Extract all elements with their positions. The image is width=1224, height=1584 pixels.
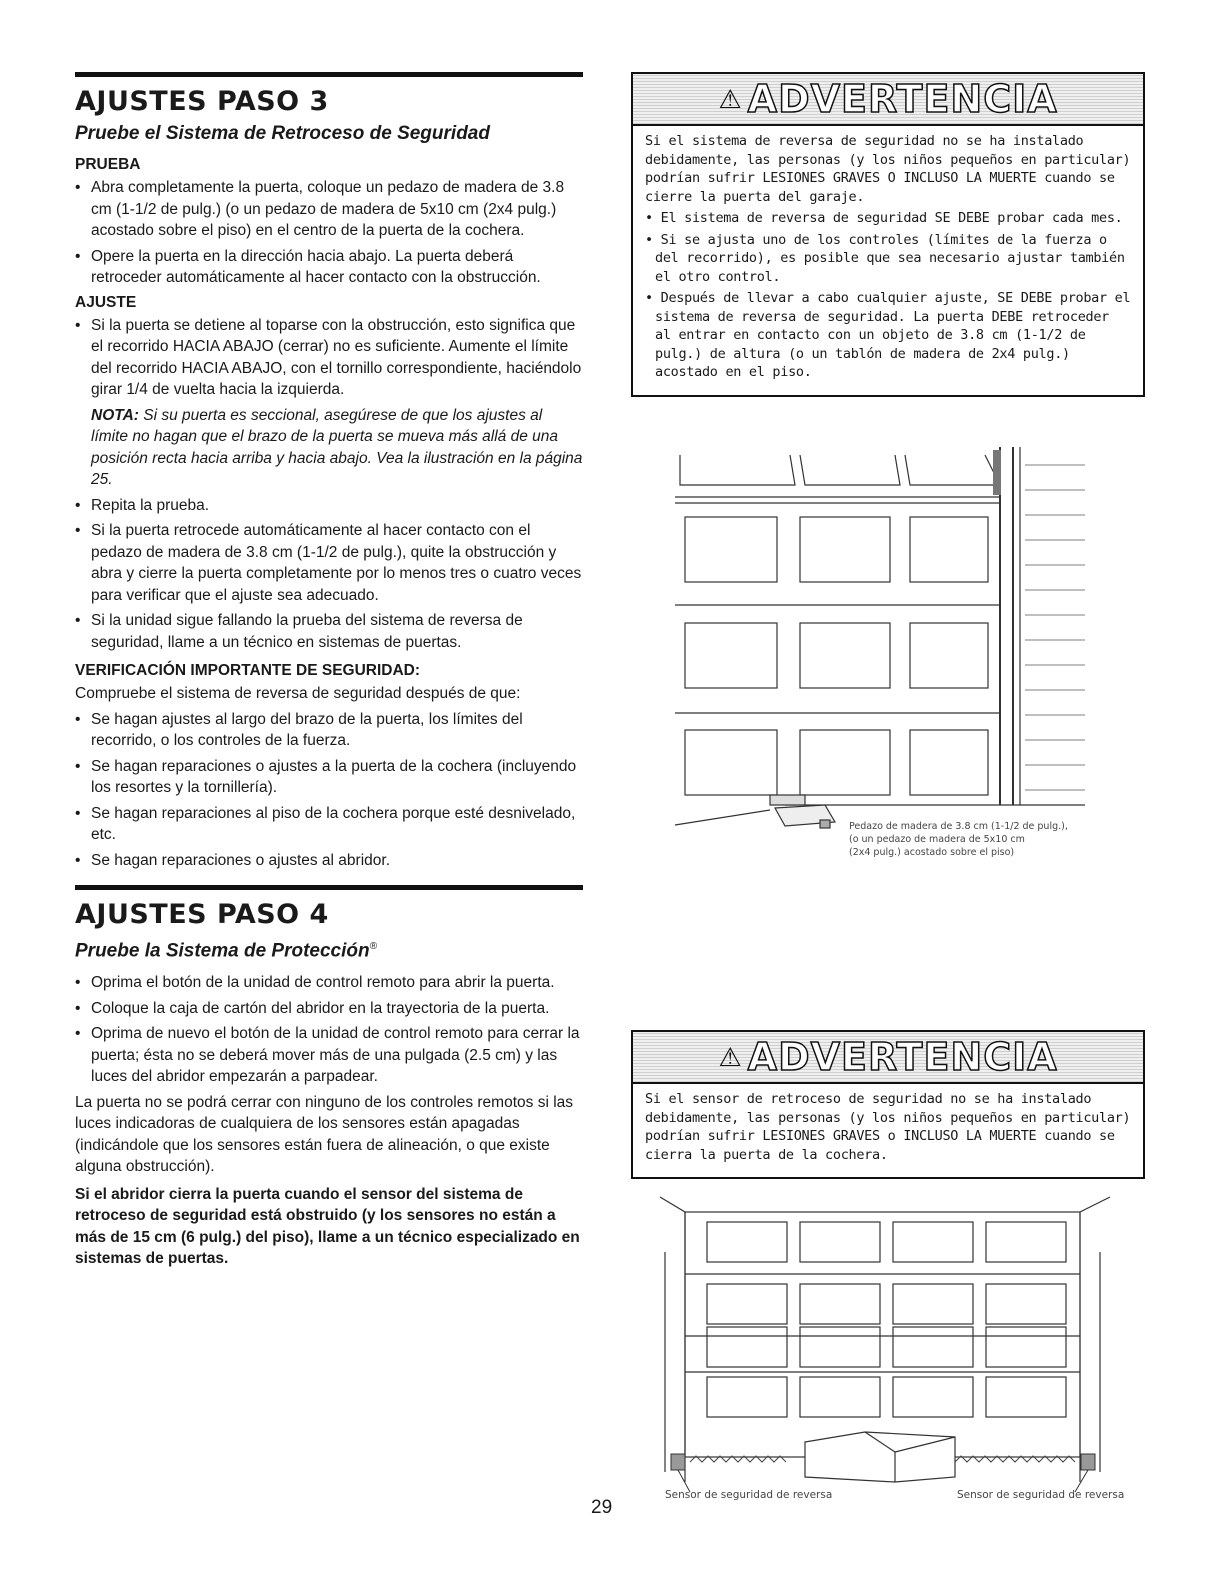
warning-word: ADVERTENCIA bbox=[747, 1035, 1058, 1079]
registered-mark: ® bbox=[369, 941, 377, 952]
step4-rule bbox=[75, 885, 583, 890]
warning-banner-1 bbox=[633, 74, 1143, 126]
step4-item: • Coloque la caja de cartón del abridor en la trayectoria de la puerta. bbox=[75, 998, 583, 1020]
step4-paragraph: La puerta no se podrá cerrar con ninguno de los controles remotos si las luces indicadoras de cualquiera de los sensores están apagadas (indicándole que los sensores están fuera de alineación, o que existe alguna obstrucción). bbox=[75, 1093, 574, 1176]
sensor-label-left: Sensor de seguridad de reversa bbox=[665, 1489, 833, 1501]
step4-title: AJUSTES PASO 4 bbox=[75, 899, 329, 930]
warning-triangle-icon: ⚠ bbox=[718, 1041, 742, 1072]
ajuste-list-continued bbox=[75, 495, 583, 654]
sensor-label-right: Sensor de seguridad de reversa bbox=[957, 1489, 1125, 1501]
left-column bbox=[75, 72, 583, 1270]
caption-line: Pedazo de madera de 3.8 cm (1-1/2 de pulg.), bbox=[849, 821, 1068, 832]
warning-body-2 bbox=[633, 1084, 1143, 1177]
verificacion-list bbox=[75, 709, 583, 872]
step3-rule bbox=[75, 72, 583, 77]
ajuste-item: • Si la puerta retrocede automáticamente al hacer contacto con el pedazo de madera de 3.8 cm (1-1/2 de pulg.), quite la obstrucción y abra y cierre la puerta completamente por lo menos tres o cuatro veces para verificar que el ajuste sea adecuado. bbox=[75, 520, 583, 606]
caption-line: (2x4 pulg.) acostado sobre el piso) bbox=[849, 847, 1015, 858]
sensor-right bbox=[1081, 1454, 1095, 1470]
warning-bullet: • El sistema de reversa de seguridad SE DEBE probar cada mes. bbox=[645, 210, 1123, 226]
warning-intro: Si el sistema de reversa de seguridad no se ha instalado debidamente, las personas (y los niños pequeños en particular) podrían sufrir LESIONES GRAVES O INCLUSO LA MUERTE cuando se cierre la puerta del garaje. bbox=[645, 133, 1131, 205]
verificacion-item: • Se hagan reparaciones al piso de la cochera porque esté desnivelado, etc. bbox=[75, 803, 583, 846]
caption-line: (o un pedazo de madera de 5x10 cm bbox=[849, 834, 1025, 845]
warning-body-1 bbox=[633, 126, 1143, 395]
prueba-item: • Abra completamente la puerta, coloque un pedazo de madera de 3.8 cm (1-1/2 de pulg.) (o un pedazo de madera de 5x10 cm (2x4 pulg.) acostado sobre el piso) en el centro de la puerta de la cochera. bbox=[75, 177, 583, 242]
prueba-item: • Opere la puerta en la dirección hacia abajo. La puerta deberá retroceder automáticamente al hacer contacto con la obstrucción. bbox=[75, 246, 583, 289]
warning-triangle-icon: ⚠ bbox=[718, 83, 742, 114]
page-number: 29 bbox=[591, 1497, 613, 1518]
verificacion-item: • Se hagan ajustes al largo del brazo de la puerta, los límites del recorrido, o los controles de la fuerza. bbox=[75, 709, 583, 752]
prueba-heading: PRUEBA bbox=[75, 156, 141, 173]
prueba-list bbox=[75, 177, 583, 289]
nota-text: Si su puerta es seccional, asegúrese de que los ajustes al límite no hagan que el brazo de la puerta se mueva más allá de una posición recta hacia arriba y hacia abajo. Vea la ilustración en la página 25. bbox=[91, 406, 583, 488]
nota-label: NOTA: bbox=[91, 406, 139, 424]
warning-word: ADVERTENCIA bbox=[747, 77, 1058, 121]
ajuste-item: • Repita la prueba. bbox=[75, 495, 583, 517]
door-track bbox=[993, 450, 1001, 495]
warning-bullet: • Si se ajusta uno de los controles (límites de la fuerza o del recorrido), es posible que sea necesario ajustar también el otro control. bbox=[645, 231, 1125, 285]
verificacion-item: • Se hagan reparaciones o ajustes a la puerta de la cochera (incluyendo los resortes y la tornillería). bbox=[75, 756, 583, 799]
step3-subtitle: Pruebe el Sistema de Retroceso de Seguridad bbox=[75, 123, 490, 144]
garage-door-sensor-figure bbox=[655, 1192, 1115, 1492]
step4-item: • Oprima el botón de la unidad de control remoto para abrir la puerta. bbox=[75, 972, 583, 994]
warning-banner-2 bbox=[633, 1032, 1143, 1084]
warning-bullet: • Después de llevar a cabo cualquier ajuste, SE DEBE probar el sistema de reversa de seguridad. La puerta DEBE retroceder al entrar en contacto con un objeto de 3.8 cm (1-1/2 de pulg.) de altura (o un tablón de madera de 2x4 pulg.) acostado en el piso. bbox=[645, 290, 1131, 380]
step4-item: • Oprima de nuevo el botón de la unidad de control remoto para cerrar la puerta; ésta no se deberá mover más de una pulgada (2.5 cm) y las luces del abridor empezarán a parpadear. bbox=[75, 1023, 583, 1088]
ajuste-item: • Si la puerta se detiene al toparse con la obstrucción, esto significa que el recorrido HACIA ABAJO (cerrar) no es suficiente. Aumente el límite del recorrido HACIA ABAJO, con el tornillo correspondiente, haciéndolo girar 1/4 de vuelta hacia la izquierda. bbox=[75, 315, 583, 401]
warning-box-2 bbox=[631, 1030, 1145, 1179]
nota bbox=[75, 405, 583, 491]
sensor-left bbox=[671, 1454, 685, 1470]
ajuste-item: • Si la unidad sigue fallando la prueba del sistema de reversa de seguridad, llame a un técnico en sistemas de puertas. bbox=[75, 610, 583, 653]
ajuste-heading: AJUSTE bbox=[75, 293, 137, 311]
step4-subtitle-text: Pruebe la Sistema de Protección bbox=[75, 940, 370, 962]
garage-door-wood-figure bbox=[655, 435, 1095, 805]
verificacion-heading: VERIFICACIÓN IMPORTANTE DE SEGURIDAD: bbox=[75, 662, 421, 679]
step4-subtitle bbox=[75, 936, 583, 962]
verificacion-item: • Se hagan reparaciones o ajustes al abridor. bbox=[75, 850, 583, 872]
verificacion-intro: Compruebe el sistema de reversa de seguridad después de que: bbox=[75, 685, 521, 702]
ajuste-list bbox=[75, 315, 583, 401]
warning-intro: Si el sensor de retroceso de seguridad no se ha instalado debidamente, las personas (y los niños pequeños en particular) podrían sufrir LESIONES GRAVES o INCLUSO LA MUERTE cuando se cierra la puerta de la cochera. bbox=[645, 1091, 1131, 1163]
step4-list bbox=[75, 972, 583, 1088]
warning-box-1 bbox=[631, 72, 1145, 397]
step3-title: AJUSTES PASO 3 bbox=[75, 86, 329, 117]
step4-bold-paragraph: Si el abridor cierra la puerta cuando el sensor del sistema de retroceso de seguridad está obstruido (y los sensores no están a más de 15 cm (6 pulg.) del piso), llame a un técnico especializado en sistemas de puertas. bbox=[75, 1185, 580, 1268]
figure1-caption bbox=[849, 820, 1068, 859]
